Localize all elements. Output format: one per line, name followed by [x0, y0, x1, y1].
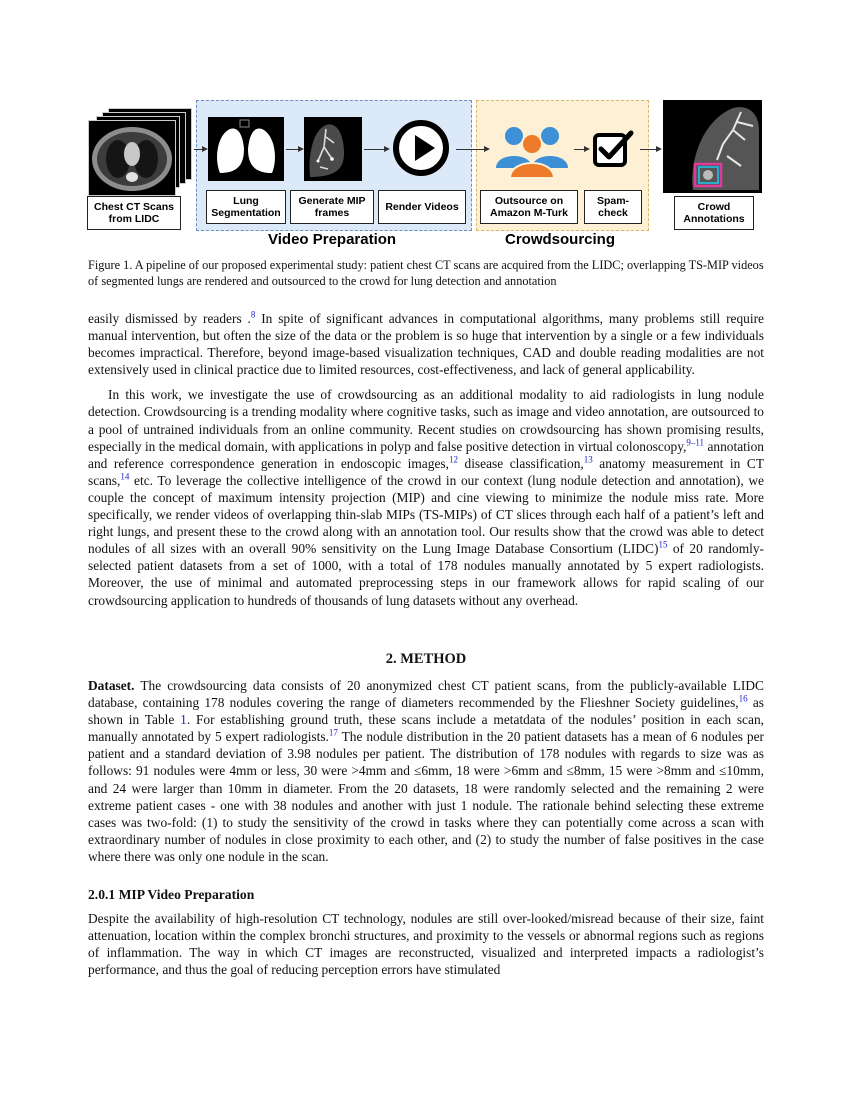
step-render-videos-label: Render Videos — [378, 190, 466, 224]
citation[interactable]: 14 — [120, 471, 130, 482]
step-lung-segmentation-label: Lung Segmentation — [206, 190, 286, 224]
ct-scan-stack — [88, 108, 192, 194]
crowd-people-icon — [492, 122, 572, 180]
arrow-1 — [194, 149, 206, 150]
ct-scan-image — [88, 120, 176, 196]
intro-paragraph-2: In this work, we investigate the use of crowdsourcing as an additional modality to aid radiologists in lung nodule detection. Crowdsourcing is a trending modality where cognitive tasks, such as image and video annotation, are outsourced to a pool of untrained individuals from an online community. Recent studies on crowdsourcing has shown promising results, especially in the medical domain, with applications in polyp and false positive detection in virtual colonoscopy,$^{9-11}$ annotation and reference correspondence generation in endoscopic images,$^{12}$ disease classification,$^{13}$ anatomy measurement in CT scans,$^{14}$ etc. To leverage the collective intelligence of the crowd in our context (lung nodule detection and annotation), we couple the concept of maximum intensity projection (MIP) and cine viewing to minimize the nodule miss rate. More specifically, we render videos of overlapping thin-slab MIPs (TS-MIPs) of CT slices through each half of a patient’s left and right lungs, and present these to the crowd along with an annotation tool. Our results show that the crowd was able to detect nodules of all sizes with an overall 90% sensitivity on the Lung Image Database Consortium (LIDC)$^{15}$ of 20 randomly-selected patient datasets from a set of 1000, with a total of 178 nodules manually annotated by 5 expert radiologists. Moreover, the use of minimal and automated preprocessing steps in our framework allows for rapid scaling of our crowdsourcing application to hundreds of thousands of lung datasets without any overhead. — [88, 387, 765, 608]
pipeline-figure — [84, 96, 768, 256]
dataset-label: Dataset. — [88, 678, 135, 693]
citation[interactable]: 12 — [448, 454, 458, 465]
crowdsourcing-title: Crowdsourcing — [505, 231, 616, 248]
intro-text — [88, 310, 764, 609]
checkbox-icon — [592, 129, 634, 169]
step-spam-check-label: Spam- check — [584, 190, 642, 224]
section-heading-method: 2. METHOD — [385, 651, 467, 667]
step-outsource-label: Outsource on Amazon M-Turk — [480, 190, 578, 224]
arrow-4 — [456, 149, 488, 150]
citation[interactable]: 16 — [738, 693, 748, 704]
crowd-annotation-image — [663, 100, 762, 193]
video-preparation-title: Video Preparation — [268, 231, 397, 248]
arrow-6 — [640, 149, 660, 150]
arrow-2 — [286, 149, 302, 150]
citation[interactable]: 8 — [250, 309, 256, 320]
step-ct-scans-label: Chest CT Scans from LIDC — [87, 196, 181, 230]
citation[interactable]: 13 — [583, 454, 593, 465]
figure-caption: Figure 1. A pipeline of our proposed experimental study: patient chest CT scans are acquired from the LIDC; overlapping TS-MIP videos of segmented lungs are rendered and outsourced to the crowd for lung detection and annotation — [88, 258, 764, 288]
table-link[interactable]: 1 — [180, 712, 187, 728]
play-icon — [391, 118, 451, 178]
step-crowd-annotations-label: Crowd Annotations — [674, 196, 754, 230]
intro-paragraph-1: easily dismissed by readers .$^8$ In spite of significant advances in computational algorithms, many problems still require manual intervention, but often the size of the data or the problem is so huge that intervention by a single or a few individuals becomes impractical. Therefore, beyond image-based visualization techniques, CAD and double reading modalities are not extensively used in clinical practice due to limited resources, cost-effectiveness, and lack of general applicability. — [88, 309, 764, 378]
step-generate-mip-label: Generate MIP frames — [290, 190, 374, 224]
citation[interactable]: 17 — [328, 727, 338, 738]
mip-frames-image — [304, 117, 362, 181]
citation[interactable]: 9–11 — [686, 437, 705, 448]
arrow-5 — [574, 149, 588, 150]
citation[interactable]: 15 — [658, 539, 668, 550]
arrow-3 — [364, 149, 388, 150]
lung-segmentation-image — [208, 117, 284, 181]
mip-paragraph: Despite the availability of high-resolution CT technology, nodules are still over-looked/misread because of their size, faint attenuation, location within the complex bronchi structures, and proximity to the vessels or abnormal regions such as regions of inflammation. The way in which CT images are reconstructed, visualized and interpreted impacts a radiologist’s performance, and thus the goal of reducing perception errors have stimulated — [88, 911, 764, 978]
dataset-paragraph: Dataset. The crowdsourcing data consists of 20 anonymized chest CT patient scans, from the publicly-available LIDC database, containing 178 nodules covering the range of diameters recommended by the Flieshner Society guidelines,$^{16}$ as shown in Table 1. For establishing ground truth, these scans include a metatdata of the nodules’ position in each scan, manually annotated by 5 expert radiologists.$^{17}$ The nodule distribution in the 20 patient datasets has a mean of 6 nodules per patient and a standard deviation of 3.98 nodules per patient. The distribution of 178 nodules with regards to size was as follows: 91 nodules were 4mm or less, 30 were >4mm and ≤6mm, 18 were >6mm and ≤8mm, 15 were >8mm and ≤10mm, and 24 were larger than 10mm in diameter. From the 20 datasets, 18 were randomly selected and the remaining 2 were extreme patient cases - one with 38 nodules and another with just 1 nodule. The rationale behind selecting these extreme cases was two-fold: (1) to study the sensitivity of the crowd in tasks where they can potentially come across a scan with extraordinary number of nodules in close proximity to each other, and (2) to study the number of false positives in the case where there was only one nodule in the scan. — [88, 678, 764, 864]
subsection-heading-mip: 2.0.1 MIP Video Preparation — [88, 887, 255, 902]
